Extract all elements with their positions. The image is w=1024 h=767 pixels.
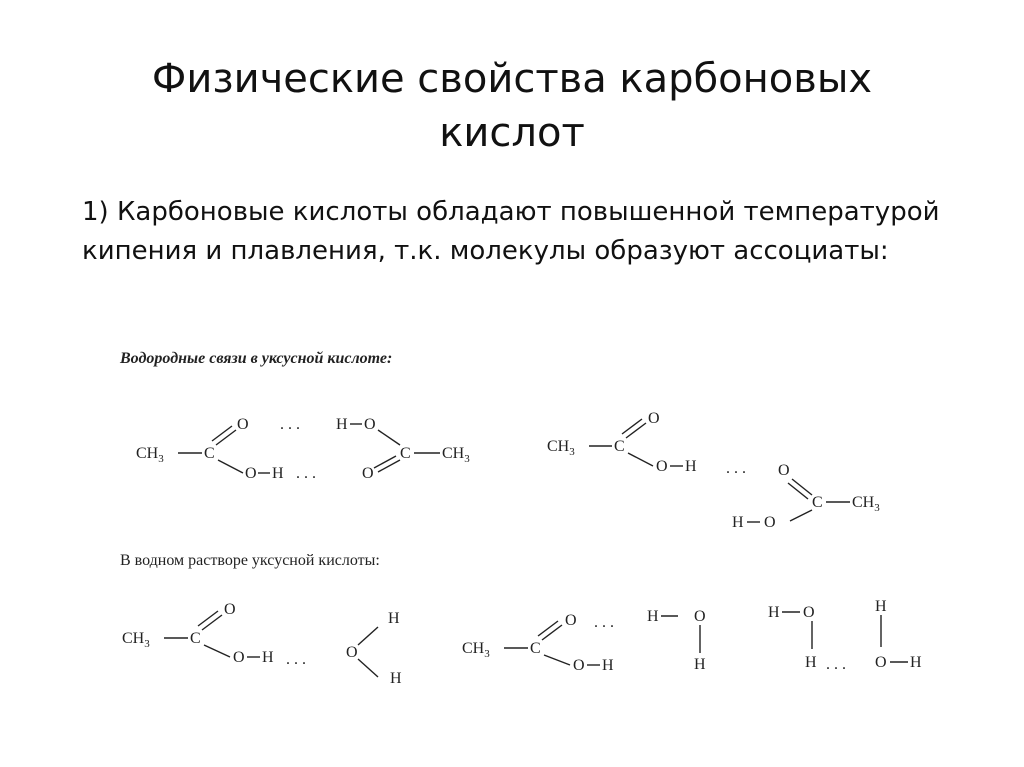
caption-top: Водородные связи в уксусной кислоте: [120, 350, 393, 367]
caption-bottom: В водном растворе уксусной кислоты: [120, 552, 380, 569]
svg-text:. . .: . . . [286, 651, 306, 668]
svg-text:O: O [656, 458, 668, 475]
svg-text:CH3: $CH_3$ [136, 445, 164, 465]
svg-text:C: C [400, 445, 411, 462]
svg-text:. . .: . . . [594, 614, 614, 631]
svg-text:H: H [805, 654, 817, 671]
svg-text:. . .: . . . [280, 416, 300, 433]
svg-text:O: O [694, 608, 706, 625]
title-line-1: Физические свойства карбоновых [151, 56, 873, 102]
svg-text:O: O [565, 612, 577, 629]
svg-text:O: O [803, 604, 815, 621]
svg-text:CH3: $CH_3$ [547, 438, 575, 458]
svg-text:H: H [390, 670, 402, 687]
svg-text:C: C [204, 445, 215, 462]
svg-text:C: C [530, 640, 541, 657]
svg-text:H: H [262, 649, 274, 666]
svg-text:CH3: $CH_3$ [122, 630, 150, 650]
svg-text:O: O [648, 410, 660, 427]
water-dimer [768, 598, 922, 673]
svg-text:C: C [190, 630, 201, 647]
svg-text:CH3: $CH_3$ [442, 445, 470, 465]
svg-text:H: H [875, 598, 887, 615]
paragraph: 1) Карбоновые кислоты обладают повышенной температурой кипения и плавления, т.к. молекулы образуют ассоциаты: [82, 197, 940, 266]
svg-text:O: O [224, 601, 236, 618]
svg-text:H: H [602, 657, 614, 674]
acetic-acid-dimer-chain [547, 410, 880, 531]
svg-text:H: H [768, 604, 780, 621]
hydrogen-bonds-diagram [100, 335, 920, 705]
svg-text:. . .: . . . [296, 465, 316, 482]
svg-text:H: H [388, 610, 400, 627]
svg-text:O: O [364, 416, 376, 433]
svg-text:H: H [336, 416, 348, 433]
svg-text:H: H [732, 514, 744, 531]
svg-text:H: H [910, 654, 922, 671]
svg-text:O: O [573, 657, 585, 674]
svg-text:H: H [685, 458, 697, 475]
svg-text:O: O [362, 465, 374, 482]
svg-text:O: O [875, 654, 887, 671]
acetic-acid-water-complex-2 [462, 608, 706, 674]
svg-text:CH3: $CH_3$ [852, 494, 880, 514]
svg-text:C: C [812, 494, 823, 511]
acetic-acid-dimer-cyclic [136, 416, 470, 482]
acetic-acid-water-complex-1 [122, 601, 402, 687]
title-line-2: кислот [439, 110, 585, 156]
svg-text:C: C [614, 438, 625, 455]
svg-text:O: O [764, 514, 776, 531]
slide-title [0, 52, 1024, 160]
svg-text:CH3: $CH_3$ [462, 640, 490, 660]
svg-text:H: H [694, 656, 706, 673]
svg-text:H: H [647, 608, 659, 625]
svg-text:O: O [346, 644, 358, 661]
svg-text:. . .: . . . [726, 460, 746, 477]
svg-text:O: O [778, 462, 790, 479]
svg-text:. . .: . . . [826, 656, 846, 673]
svg-text:O: O [245, 465, 257, 482]
svg-text:H: H [272, 465, 284, 482]
svg-text:O: O [233, 649, 245, 666]
svg-text:O: O [237, 416, 249, 433]
